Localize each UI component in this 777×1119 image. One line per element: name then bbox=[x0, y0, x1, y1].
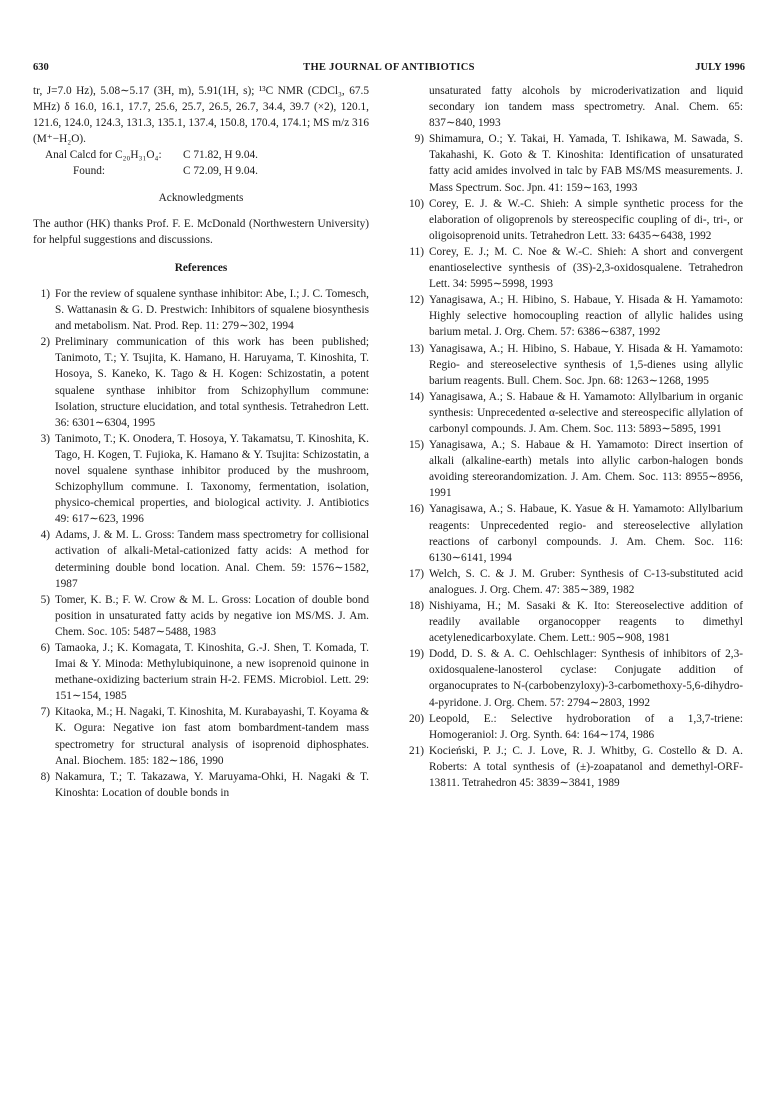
anal-found-value: C 72.09, H 9.04. bbox=[183, 165, 259, 178]
reference-text: Kitaoka, M.; H. Nagaki, T. Kinoshita, M. Kurabayashi, T. Koyama & K. Ogura: Negative ion fast atom bombardment-tandem mass spectrometry for structural analysis of isoprenoid diphosphates. Anal. Biochem. 185: 182∼186, 1990 bbox=[55, 706, 369, 767]
running-header bbox=[33, 62, 745, 78]
reference-item bbox=[407, 389, 743, 437]
reference-number: 11) bbox=[409, 245, 424, 258]
reference-text: Yanagisawa, A.; H. Hibino, S. Habaue, Y. Hisada & H. Yamamoto: Highly selective homocoupling reaction of allylic halides using barium metal. J. Org. Chem. 57: 6386∼6387, 1992 bbox=[429, 294, 743, 339]
reference-item bbox=[407, 341, 743, 389]
reference-text: Yanagisawa, A.; H. Hibino, S. Habaue, Y. Hisada & H. Yamamoto: Regio- and stereoselective synthesis of 1,5-dienes using allylic barium reagents. Bull. Chem. Soc. Jpn. 68: 1263∼1268, 1995 bbox=[429, 342, 743, 387]
reference-item bbox=[407, 244, 743, 292]
reference-item bbox=[33, 286, 369, 334]
reference-text: Tomer, K. B.; F. W. Crow & M. L. Gross: Location of double bond position in unsaturated fatty acids by negative ion MS/MS. J. Am. Chem. Soc. 105: 5487∼5488, 1983 bbox=[55, 593, 369, 638]
reference-item bbox=[407, 292, 743, 340]
reference-item bbox=[407, 196, 743, 244]
reference-number: 16) bbox=[408, 503, 424, 516]
reference-number: 19) bbox=[408, 648, 424, 661]
reference-item bbox=[33, 704, 369, 768]
journal-title: THE JOURNAL OF ANTIBIOTICS bbox=[303, 62, 475, 73]
reference-item bbox=[33, 527, 369, 591]
reference-number: 5) bbox=[40, 593, 50, 606]
reference-8-continuation: unsaturated fatty alcohols by microderivatization and liquid secondary ion tandem mass spectrometry. Anal. Chem. 65: 837∼840, 1993 bbox=[429, 85, 743, 130]
left-column bbox=[33, 83, 369, 801]
reference-number: 8) bbox=[40, 770, 50, 783]
reference-number: 15) bbox=[408, 439, 424, 452]
references-list-right bbox=[407, 131, 743, 791]
reference-text: Nakamura, T.; T. Takazawa, Y. Maruyama-Ohki, H. Nagaki & T. Kinoshta: Location of double bonds in bbox=[55, 770, 369, 799]
issue-date: JULY 1996 bbox=[695, 62, 745, 73]
anal-found-row bbox=[33, 163, 369, 179]
reference-text: Dodd, D. S. & A. C. Oehlschlager: Synthesis of inhibitors of 2,3-oxidosqualene-lanosterol cyclase: Conjugate addition of organocuprates to N-(carbobenzyloxy)-3-carbomethoxy-5,6-dihydro-4-pyridone. J. Org. Chem. 57: 2794∼2803, 1992 bbox=[429, 648, 743, 709]
reference-text: Corey, E. J. & W.-C. Shieh: A simple synthetic process for the elaboration of oligoprenols by stereospecific coupling of di-, tri-, or oligoisoprenoid units. Tetrahedron Lett. 33: 6435∼6438, 1992 bbox=[429, 197, 743, 242]
reference-number: 7) bbox=[40, 706, 50, 719]
reference-item bbox=[407, 131, 743, 195]
reference-text: Corey, E. J.; M. C. Noe & W.-C. Shieh: A short and convergent enantioselective synthesis of (3S)-2,3-oxidosqualene. Tetrahedron Lett. 34: 5995∼5998, 1993 bbox=[429, 245, 743, 291]
reference-text: Preliminary communication of this work has been published; Tanimoto, T.; Y. Tsujita, K. Hamano, H. Haruyama, T. Kinoshita, T. Hosoya, S. Kaneko, K. Tago & H. Kogen: Schizostatin, a potent squalene synthase inhibitor from Schizophyllum commune: Isolation, structure elucidation, and total synthesis. Tetrahedron Lett. 36: 6301∼6304, 1995 bbox=[55, 336, 369, 429]
reference-text: For the review of squalene synthase inhibitor: Abe, I.; J. C. Tomesch, S. Wattanasin & G. D. Prestwich: Inhibitors of squalene biosynthesis and metabolism. Nat. Prod. Rep. 11: 279∼302, 1994 bbox=[55, 287, 369, 333]
reference-text: Tanimoto, T.; K. Onodera, T. Hosoya, Y. Takamatsu, T. Kinoshita, K. Tago, H. Kogen, T. Fujioka, K. Hamano & Y. Tsujita: Schizostatin, a novel squalene synthase inhibitor produced by the mushroom, Schizophyllum commune. I. Taxonomy, fermentation, isolation, physico-chemical properties, and biological activity. J. Antibiotics 49: 617∼623, 1996 bbox=[55, 432, 369, 526]
reference-item bbox=[407, 711, 743, 743]
reference-item bbox=[407, 646, 743, 710]
reference-item bbox=[33, 334, 369, 431]
reference-number: 4) bbox=[40, 529, 50, 542]
acknowledgments-heading: Acknowledgments bbox=[158, 191, 244, 204]
reference-text: Kocieński, P. J.; C. J. Love, R. J. Whitby, G. Costello & D. A. Roberts: A total synthesis of (±)-zoapatanol and demethyl-ORF-13811. Tetrahedron 45: 3839∼3841, 1989 bbox=[429, 744, 743, 790]
reference-text: Leopold, E.: Selective hydroboration of a 1,3,7-triene: Homogeraniol: J. Org. Synth. 64: 164∼174, 1986 bbox=[429, 712, 743, 741]
reference-number: 14) bbox=[408, 390, 424, 403]
reference-item bbox=[33, 769, 369, 801]
reference-number: 9) bbox=[414, 133, 424, 146]
reference-number: 2) bbox=[40, 336, 50, 349]
reference-text: Yanagisawa, A.; S. Habaue & H. Yamamoto: Allylbarium in organic synthesis: Unprecedented α-selective and stereospecific allylation of carbonyl compounds. J. Am. Chem. Soc. 113: 5893∼5895, 1991 bbox=[429, 390, 743, 435]
reference-item bbox=[407, 598, 743, 646]
anal-calcd-row bbox=[33, 147, 369, 163]
reference-number: 20) bbox=[408, 712, 424, 725]
reference-text: Nishiyama, H.; M. Sasaki & K. Ito: Stereoselective addition of readily available organocopper reagents to dimethyl acetylenedicarboxylate. Chem. Lett.: 905∼908, 1981 bbox=[429, 600, 743, 645]
anal-calcd-value: C 71.82, H 9.04. bbox=[183, 149, 259, 162]
reference-item bbox=[407, 743, 743, 791]
reference-item bbox=[33, 640, 369, 704]
reference-item bbox=[407, 566, 743, 598]
reference-text: Shimamura, O.; Y. Takai, H. Yamada, T. Ishikawa, M. Sawada, S. Takahashi, K. Goto & T. Kinoshita: Identification of unsaturated fatty acid amides involved in talc by FAB MS/MS measurements. J. Mass Spectrum. Soc. Jpn. 41: 159∼163, 1993 bbox=[429, 133, 743, 194]
reference-number: 3) bbox=[40, 432, 50, 445]
reference-text: Welch, S. C. & J. M. Gruber: Synthesis of C-13-substituted acid analogues. J. Org. Chem. 47: 385∼389, 1982 bbox=[429, 567, 743, 596]
reference-number: 6) bbox=[40, 642, 50, 654]
reference-item bbox=[407, 501, 743, 565]
reference-number: 1) bbox=[40, 287, 50, 300]
acknowledgments-text: The author (HK) thanks Prof. F. E. McDonald (Northwestern University) for helpful suggestions and discussions. bbox=[33, 217, 369, 246]
reference-text: Yanagisawa, A.; S. Habaue & H. Yamamoto: Direct insertion of alkali (alkaline-earth) metals into allylic carbon-halogen bonds avoiding stereorandomization. J. Am. Chem. Soc. 113: 8955∼8956, 1991 bbox=[429, 439, 743, 500]
reference-number: 18) bbox=[408, 600, 424, 612]
reference-text: Adams, J. & M. L. Gross: Tandem mass spectrometry for collisional activation of alkali-Metal-cationized fatty acids: A method for determining double bond location. Anal. Chem. 59: 1576∼1582, 1987 bbox=[55, 529, 369, 590]
references-heading: References bbox=[174, 261, 228, 274]
reference-number: 12) bbox=[408, 294, 424, 307]
reference-number: 21) bbox=[408, 744, 424, 757]
reference-number: 17) bbox=[408, 567, 424, 580]
reference-item bbox=[33, 431, 369, 528]
reference-item bbox=[33, 592, 369, 640]
reference-number: 13) bbox=[408, 342, 424, 355]
reference-item bbox=[407, 437, 743, 501]
anal-found-label: Found: bbox=[73, 165, 106, 178]
references-list-left bbox=[33, 286, 369, 801]
reference-text: Tamaoka, J.; K. Komagata, T. Kinoshita, G.-J. Shen, T. Komada, T. Imai & Y. Minoda: Methylubiquinone, a new isoprenoid quinone in methane-oxidizing bacterium strain H-2. FEMS. Microbiol. Lett. 29: 151∼154, 1985 bbox=[55, 642, 369, 703]
reference-text: Yanagisawa, A.; S. Habaue, K. Yasue & H. Yamamoto: Allylbarium reagents: Unprecedented regio- and stereoselective allylation reactions of carbonyl compounds. J. Am. Chem. Soc. 116: 6130∼6141, 1994 bbox=[429, 503, 743, 564]
right-column bbox=[407, 83, 743, 791]
nmr-data: tr, J=7.0 Hz), 5.08∼5.17 (3H, m), 5.91(1H, s); ¹³C NMR (CDCl₃, 67.5 MHz) δ 16.0, 16.1, 17.7, 25.6, 25.7, 26.5, 26.7, 34.4, 39.7 (×2), 120.1, 121.6, 124.0, 124.3, 131.3, 135.1, 137.4, 150.8, 170.4, 174.1; MS m/z 316 (M⁺−H₂O). bbox=[33, 85, 369, 146]
reference-number: 10) bbox=[408, 197, 424, 210]
page-number: 630 bbox=[33, 62, 49, 73]
anal-calcd-label: Anal Calcd for C₂₀H₃₁O₄: bbox=[45, 149, 162, 162]
